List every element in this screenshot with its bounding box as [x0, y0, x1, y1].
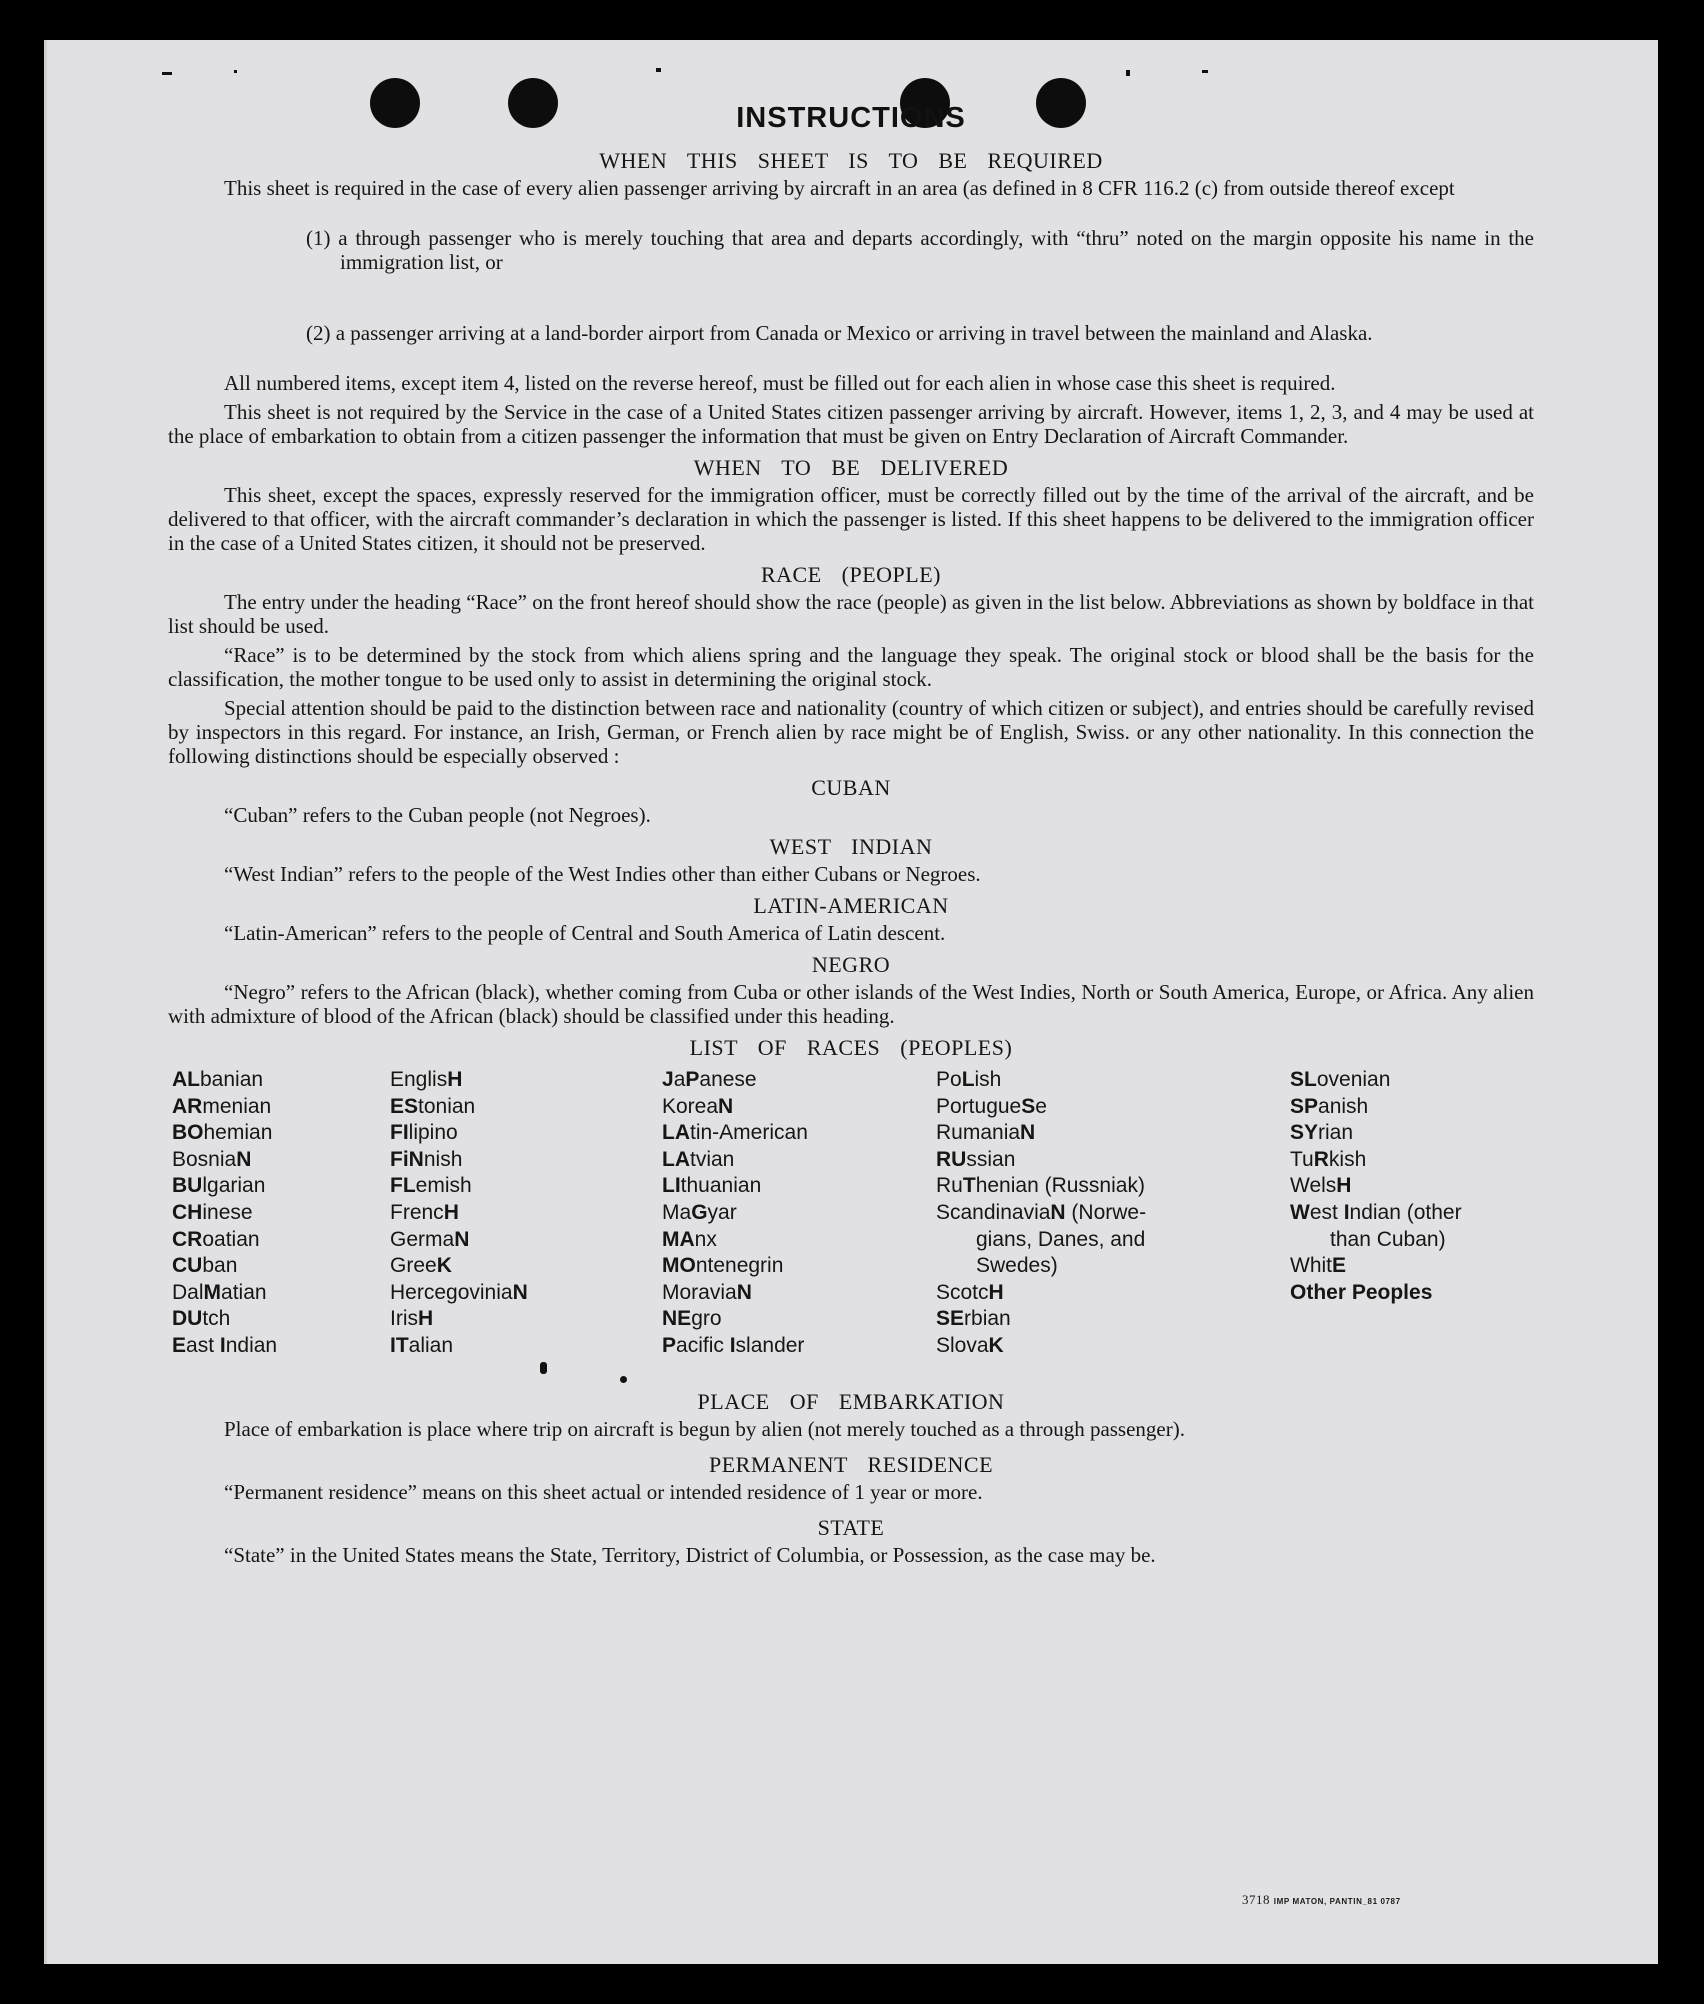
- section-heading: PERMANENT RESIDENCE: [708, 1452, 994, 1477]
- paragraph: “West Indian” refers to the people of the West Indies other than either Cubans or Negroes.: [224, 862, 981, 886]
- race-entry: RuThenian (Russniak): [936, 1174, 1145, 1198]
- race-entry: SErbian: [936, 1307, 1011, 1331]
- race-entry: EnglisH: [390, 1068, 463, 1091]
- race-entry: PoLish: [936, 1068, 1002, 1091]
- paragraph: Special attention should be paid to the distinction between race and nationality (country of which citizen or subject), and entries should be carefully revised by inspectors in this regard. For instance, an Irish, German, or French alien by race might be of English, Swiss. or any other nationality. In this connection the following distinctions should be especially observed :: [168, 696, 1534, 768]
- race-entry: GreeK: [390, 1254, 452, 1278]
- race-entry: DalMatian: [172, 1280, 267, 1304]
- race-entry: ALbanian: [172, 1068, 264, 1091]
- race-entry: FiNnish: [390, 1147, 463, 1171]
- race-entry: SLovenian: [1290, 1068, 1391, 1091]
- race-entry: West Indian (other than Cuban): [1290, 1200, 1462, 1251]
- race-entry: SlovaK: [936, 1333, 1004, 1357]
- section-heading: LATIN-AMERICAN: [753, 893, 949, 918]
- race-entry: WelsH: [1290, 1174, 1352, 1198]
- race-entry: DUtch: [172, 1307, 231, 1331]
- race-entry: FrencH: [390, 1200, 459, 1224]
- section-heading: WHEN TO BE DELIVERED: [693, 455, 1009, 480]
- race-entry: IrisH: [390, 1307, 434, 1331]
- paragraph: The entry under the heading “Race” on the front hereof should show the race (people) as given in the list below. Abbreviations as shown by boldface in that list should be used.: [168, 590, 1534, 638]
- race-entry: SYrian: [1290, 1121, 1354, 1145]
- race-entry: BOhemian: [172, 1121, 273, 1145]
- list-item: (2) a passenger arriving at a land-border airport from Canada or Mexico or arriving in travel between the mainland and Alaska.: [306, 321, 1373, 345]
- paragraph: “Permanent residence” means on this sheet actual or intended residence of 1 year or more.: [224, 1480, 983, 1504]
- speck: [1202, 70, 1208, 73]
- list-item: (1) a through passenger who is merely touching that area and departs accordingly, with “thru” noted on the margin opposite his name in the immigration list, or: [306, 226, 1534, 274]
- paragraph: “Race” is to be determined by the stock from which aliens spring and the language they speak. The original stock or blood shall be the basis for the classification, the mother tongue to be used only to assist in determining the original stock.: [168, 643, 1534, 691]
- race-entry: RumaniaN: [936, 1121, 1036, 1145]
- race-entry: MOntenegrin: [662, 1254, 784, 1278]
- speck: [234, 70, 237, 73]
- page-title: INSTRUCTIONS: [736, 102, 966, 134]
- race-entry: FIlipino: [390, 1121, 458, 1145]
- race-entry: LAtin-American: [662, 1121, 808, 1145]
- section-heading: CUBAN: [811, 775, 891, 800]
- race-entry: GermaN: [390, 1227, 470, 1251]
- race-entry: MaGyar: [662, 1200, 737, 1224]
- race-entry: WhitE: [1290, 1254, 1347, 1278]
- section-heading: NEGRO: [811, 952, 891, 977]
- section-heading: LIST OF RACES (PEOPLES): [689, 1035, 1013, 1060]
- race-entry: LIthuanian: [662, 1174, 762, 1198]
- section-heading: WHEN THIS SHEET IS TO BE REQUIRED: [599, 148, 1103, 173]
- race-entry: NEgro: [662, 1307, 722, 1331]
- race-entry: BosniaN: [172, 1147, 252, 1171]
- paragraph: This sheet is required in the case of every alien passenger arriving by aircraft in an area (as defined in 8 CFR 116.2 (c) from outside thereof except: [224, 176, 1455, 200]
- race-entry: CUban: [172, 1254, 238, 1278]
- race-column: [1290, 1067, 1462, 1306]
- section-heading: RACE (PEOPLE): [761, 562, 941, 587]
- race-column: [390, 1067, 528, 1360]
- paragraph: This sheet, except the spaces, expressly reserved for the immigration officer, must be correctly filled out by the time of the arrival of the aircraft, and be delivered to that officer, with the aircraft commander’s declaration in which the passenger is listed. If this sheet happens to be delivered to the immigration officer in the case of a United States citizen, it should not be preserved.: [168, 483, 1534, 555]
- section-heading: PLACE OF EMBARKATION: [697, 1389, 1005, 1414]
- speck: [162, 72, 172, 75]
- form-number: 3718: [1242, 1892, 1270, 1907]
- race-entry: SPanish: [1290, 1094, 1369, 1118]
- race-entry: ScandinaviaN (Norwe- gians, Danes, and Swedes): [936, 1200, 1147, 1278]
- race-entry: Other Peoples: [1290, 1280, 1433, 1304]
- race-entry: PortugueSe: [936, 1094, 1047, 1118]
- paragraph: “State” in the United States means the State, Territory, District of Columbia, or Possession, as the case may be.: [224, 1543, 1156, 1567]
- race-entry: MoraviaN: [662, 1280, 752, 1304]
- race-entry: Pacific Islander: [662, 1333, 805, 1357]
- race-entry: East Indian: [172, 1333, 278, 1357]
- print-code: [1242, 1892, 1401, 1908]
- printer-imprint: IMP MATON, PANTIN_81 0787: [1273, 1897, 1401, 1906]
- speck: [656, 68, 661, 72]
- race-list: [168, 1067, 1534, 1387]
- paragraph: Place of embarkation is place where trip on aircraft is begun by alien (not merely touched as a through passenger).: [224, 1417, 1185, 1441]
- paragraph: “Latin-American” refers to the people of Central and South America of Latin descent.: [224, 921, 946, 945]
- race-entry: TuRkish: [1290, 1147, 1367, 1171]
- race-entry: HercegoviniaN: [390, 1280, 528, 1304]
- section-heading: STATE: [817, 1515, 885, 1540]
- race-entry: JaPanese: [662, 1068, 757, 1091]
- race-entry: ARmenian: [172, 1094, 272, 1118]
- race-entry: LAtvian: [662, 1147, 735, 1171]
- paragraph: “Negro” refers to the African (black), whether coming from Cuba or other islands of the West Indies, North or South America, Europe, or Africa. Any alien with admixture of blood of the African (black) should be classified under this heading.: [168, 980, 1534, 1028]
- sheet-edge: [44, 40, 47, 1964]
- paragraph: All numbered items, except item 4, listed on the reverse hereof, must be filled out for each alien in whose case this sheet is required.: [224, 371, 1336, 395]
- race-column: [936, 1067, 1146, 1360]
- race-entry: ScotcH: [936, 1280, 1004, 1304]
- race-entry: FLemish: [390, 1174, 472, 1198]
- instructions-body: [168, 146, 1534, 1567]
- paragraph: “Cuban” refers to the Cuban people (not Negroes).: [224, 803, 651, 827]
- race-column: [172, 1067, 277, 1360]
- race-entry: CRoatian: [172, 1227, 260, 1251]
- race-entry: MAnx: [662, 1227, 717, 1251]
- race-entry: CHinese: [172, 1200, 253, 1224]
- document-sheet: [44, 40, 1658, 1964]
- race-entry: ITalian: [390, 1333, 454, 1357]
- race-entry: KoreaN: [662, 1094, 734, 1118]
- race-entry: RUssian: [936, 1147, 1016, 1171]
- race-entry: EStonian: [390, 1094, 476, 1118]
- race-column: [662, 1067, 808, 1360]
- section-heading: WEST INDIAN: [769, 834, 933, 859]
- race-entry: BUlgarian: [172, 1174, 266, 1198]
- speck: [1126, 70, 1130, 76]
- paragraph: This sheet is not required by the Service in the case of a United States citizen passenger arriving by aircraft. However, items 1, 2, 3, and 4 may be used at the place of embarkation to obtain from a citizen passenger the information that must be given on Entry Declaration of Aircraft Commander.: [168, 400, 1534, 448]
